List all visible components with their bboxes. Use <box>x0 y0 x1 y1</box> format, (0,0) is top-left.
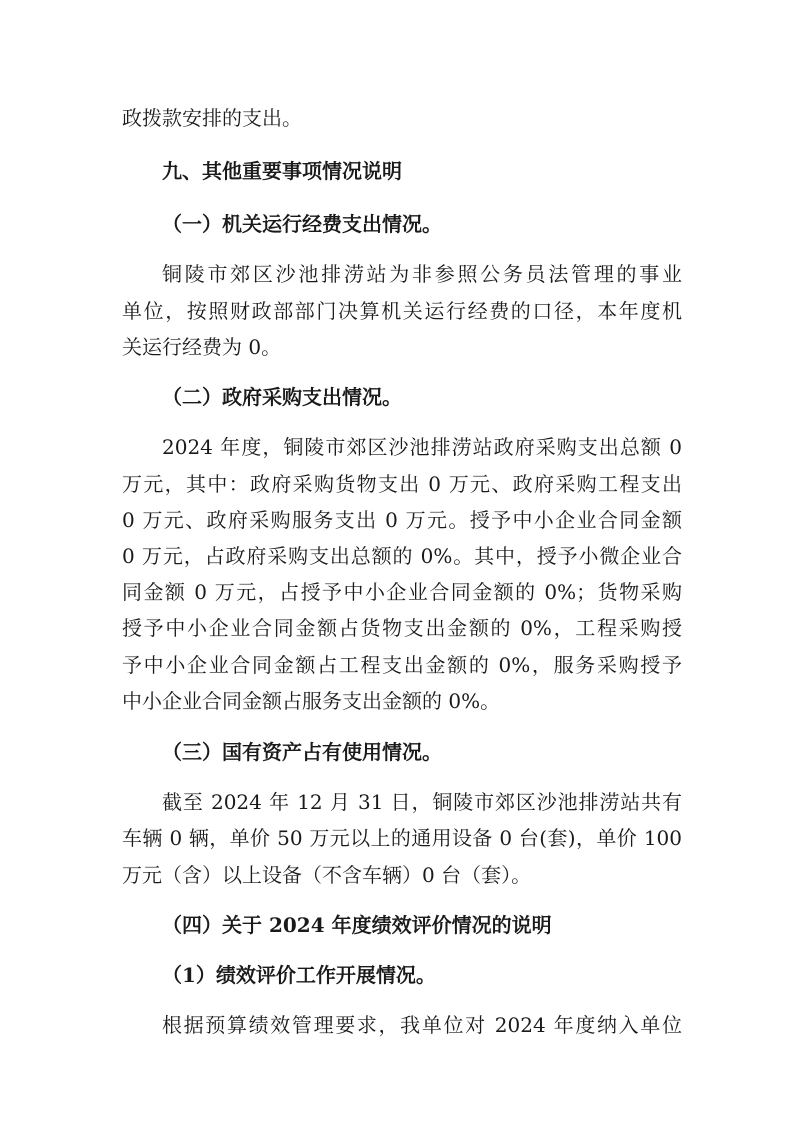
paragraph-line: 万元（含）以上设备（不含车辆）0 台（套）。 <box>122 863 532 887</box>
paragraph-line: 关运行经费为 0。 <box>122 335 282 359</box>
paragraph-line: 中小企业合同金额占服务支出金额的 0%。 <box>122 689 501 713</box>
paragraph-line: 万元，其中：政府采购货物支出 0 万元、政府采购工程支出 <box>122 472 682 496</box>
paragraph-line: 政拨款安排的支出。 <box>122 106 302 130</box>
subsection-heading: （四）关于 2024 年度绩效评价情况的说明 <box>162 913 552 937</box>
paragraph-line: 2024 年度，铜陵市郊区沙池排涝站政府采购支出总额 0 <box>162 435 682 459</box>
section-heading: 九、其他重要事项情况说明 <box>162 159 402 183</box>
subsection-heading: （1）绩效评价工作开展情况。 <box>162 963 436 987</box>
subsection-heading: （二）政府采购支出情况。 <box>162 385 402 409</box>
subsection-heading: （一）机关运行经费支出情况。 <box>162 212 442 236</box>
paragraph-line: 单位，按照财政部部门决算机关运行经费的口径，本年度机 <box>122 299 682 323</box>
paragraph-line: 授予中小企业合同金额占货物支出金额的 0%，工程采购授 <box>122 616 682 640</box>
paragraph-line: 截至 2024 年 12 月 31 日，铜陵市郊区沙池排涝站共有 <box>162 790 682 814</box>
paragraph-line: 根据预算绩效管理要求，我单位对 2024 年度纳入单位 <box>162 1013 682 1037</box>
paragraph-line: 0 万元、政府采购服务支出 0 万元。授予中小企业合同金额 <box>122 508 682 532</box>
paragraph-line: 予中小企业合同金额占工程支出金额的 0%，服务采购授予 <box>122 653 682 677</box>
paragraph-line: 0 万元，占政府采购支出总额的 0%。其中，授予小微企业合 <box>122 544 682 568</box>
paragraph-line: 车辆 0 辆，单价 50 万元以上的通用设备 0 台(套)，单价 100 <box>122 826 682 850</box>
paragraph-line: 同金额 0 万元，占授予中小企业合同金额的 0%；货物采购 <box>122 580 682 604</box>
subsection-heading: （三）国有资产占有使用情况。 <box>162 740 442 764</box>
paragraph-line: 铜陵市郊区沙池排涝站为非参照公务员法管理的事业 <box>162 262 682 286</box>
